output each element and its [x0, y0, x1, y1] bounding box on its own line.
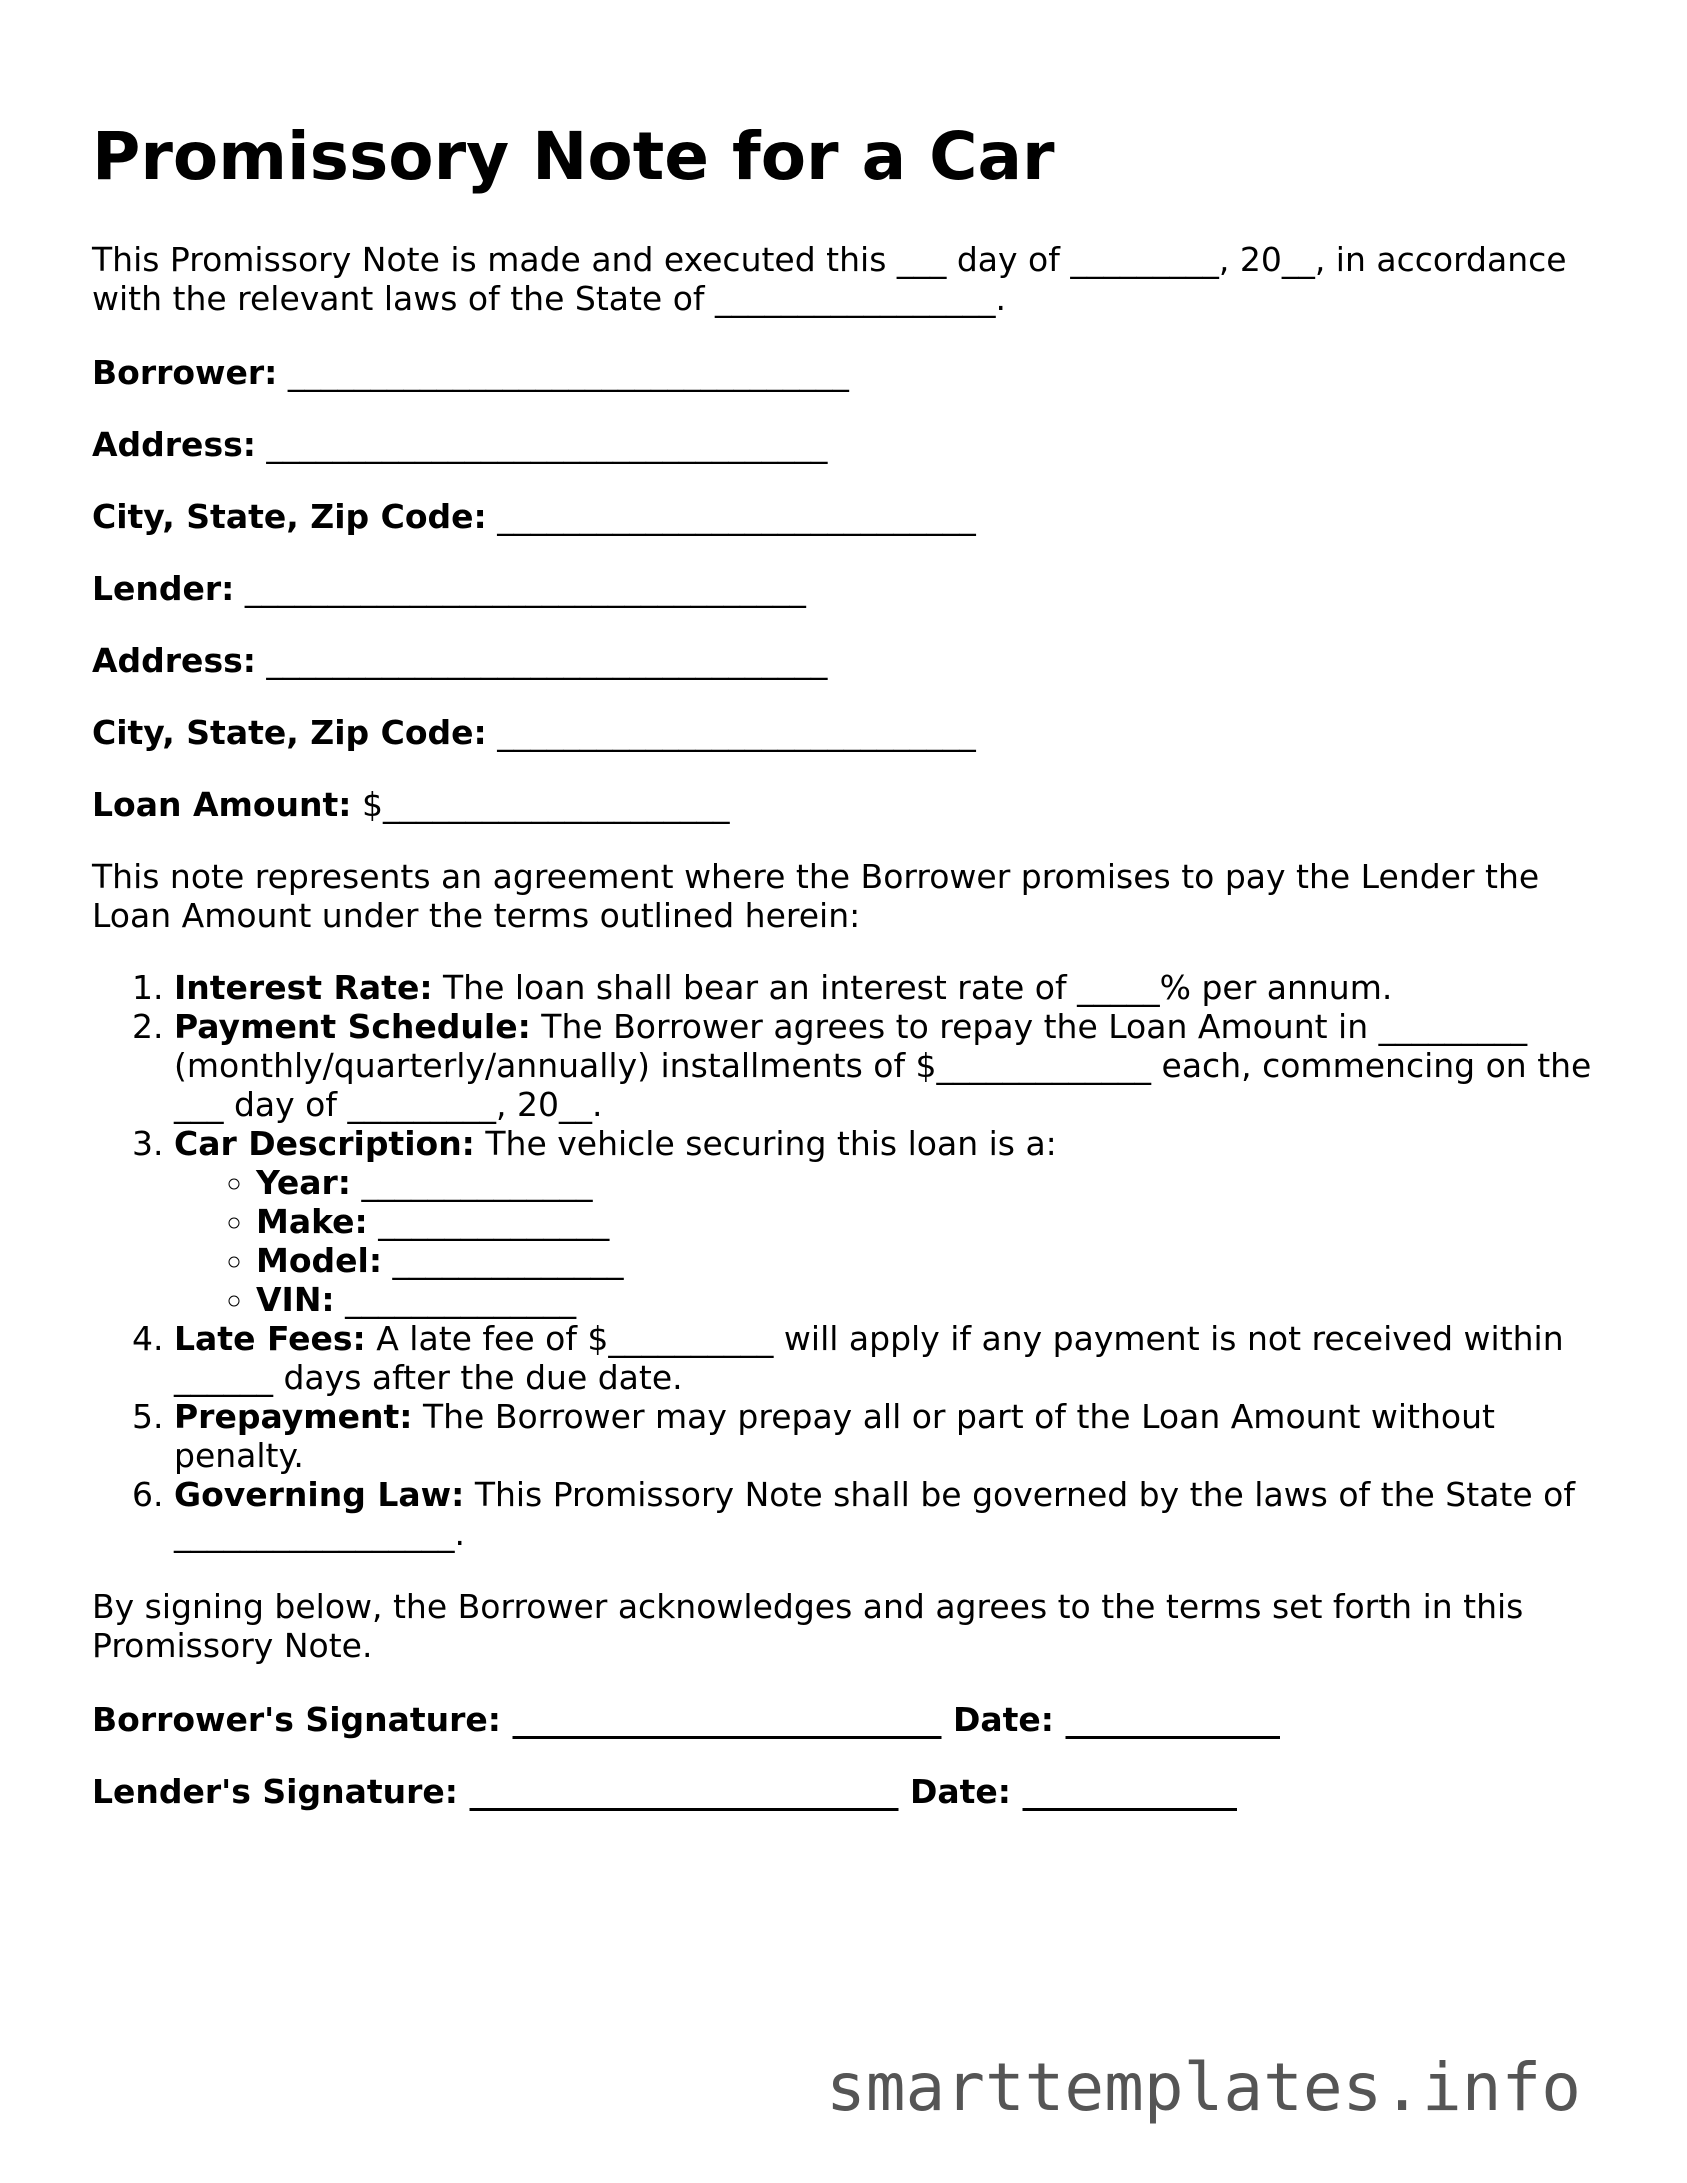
lender-name-label: Lender:	[92, 569, 235, 608]
borrower-address-line	[92, 425, 827, 464]
term-car-description	[174, 1124, 1604, 1319]
car-field-model	[256, 1241, 1604, 1280]
term-text: The loan shall bear an interest rate of _____% per annum.	[432, 968, 1393, 1007]
agreement-paragraph: This note represents an agreement where the Borrower promises to pay the Lender the Loan Amount under the terms outlined herein:	[92, 857, 1540, 935]
lender-address-label: Address:	[92, 641, 256, 680]
borrower-city-label: City, State, Zip Code:	[92, 497, 487, 536]
car-field-blank: ______________	[351, 1163, 593, 1202]
loan-amount-line	[92, 785, 730, 824]
term-payment-schedule	[174, 1007, 1604, 1124]
car-field-blank: ______________	[367, 1202, 610, 1241]
term-label: Governing Law:	[174, 1475, 465, 1514]
car-field-blank: ______________	[334, 1280, 577, 1319]
borrower-name-blank: __________________________________	[287, 353, 849, 392]
intro-paragraph: This Promissory Note is made and executed this ___ day of _________, 20__, in accordance with the relevant laws of the State of _________________.	[92, 240, 1567, 318]
term-label: Late Fees:	[174, 1319, 366, 1358]
car-field-label: Make:	[256, 1202, 368, 1241]
car-fields-list	[174, 1163, 1604, 1319]
loan-amount-label: Loan Amount:	[92, 785, 352, 824]
borrower-city-blank: _____________________________	[497, 497, 976, 536]
term-text: This Promissory Note shall be governed by the laws of the State of _________________.	[174, 1475, 1575, 1553]
term-interest-rate	[174, 968, 1604, 1007]
car-field-label: Year:	[256, 1163, 351, 1202]
term-text: The Borrower agrees to repay the Loan Amount in _________ (monthly/quarterly/annually) installments of $_____________ each, commencing on the ___ day of _________, 20__.	[174, 1007, 1592, 1124]
term-label: Car Description:	[174, 1124, 475, 1163]
car-field-blank: ______________	[382, 1241, 624, 1280]
term-text: The vehicle securing this loan is a:	[474, 1124, 1057, 1163]
borrower-signature-line: Borrower's Signature: __________________________ Date: _____________	[92, 1700, 1280, 1739]
lender-address-line	[92, 641, 827, 680]
car-field-make	[256, 1202, 1604, 1241]
term-text: A late fee of $__________ will apply if any payment is not received within ______ days after the due date.	[174, 1319, 1564, 1397]
borrower-city-line	[92, 497, 976, 536]
borrower-address-label: Address:	[92, 425, 256, 464]
watermark: smarttemplates.info	[826, 2049, 1581, 2126]
lender-city-line	[92, 713, 976, 752]
car-field-vin	[256, 1280, 1604, 1319]
borrower-name-label: Borrower:	[92, 353, 278, 392]
car-field-year	[256, 1163, 1604, 1202]
term-label: Payment Schedule:	[174, 1007, 531, 1046]
lender-address-blank: __________________________________	[266, 641, 828, 680]
term-governing-law	[174, 1475, 1604, 1553]
document-title: Promissory Note for a Car	[92, 118, 1055, 195]
lender-signature-line: Lender's Signature: __________________________ Date: _____________	[92, 1772, 1237, 1811]
lender-name-line	[92, 569, 806, 608]
term-label: Prepayment:	[174, 1397, 413, 1436]
lender-city-label: City, State, Zip Code:	[92, 713, 487, 752]
lender-city-blank: _____________________________	[497, 713, 976, 752]
loan-amount-blank: $_____________________	[362, 785, 730, 824]
lender-name-blank: __________________________________	[244, 569, 806, 608]
term-late-fees	[174, 1319, 1604, 1397]
closing-paragraph: By signing below, the Borrower acknowledges and agrees to the terms set forth in this Promissory Note.	[92, 1587, 1524, 1665]
term-text: The Borrower may prepay all or part of the Loan Amount without penalty.	[174, 1397, 1495, 1475]
term-prepayment	[174, 1397, 1604, 1475]
car-field-label: Model:	[256, 1241, 383, 1280]
car-field-label: VIN:	[256, 1280, 335, 1319]
term-label: Interest Rate:	[174, 968, 433, 1007]
borrower-name-line	[92, 353, 849, 392]
borrower-address-blank: __________________________________	[266, 425, 828, 464]
terms-list	[92, 968, 1604, 1553]
